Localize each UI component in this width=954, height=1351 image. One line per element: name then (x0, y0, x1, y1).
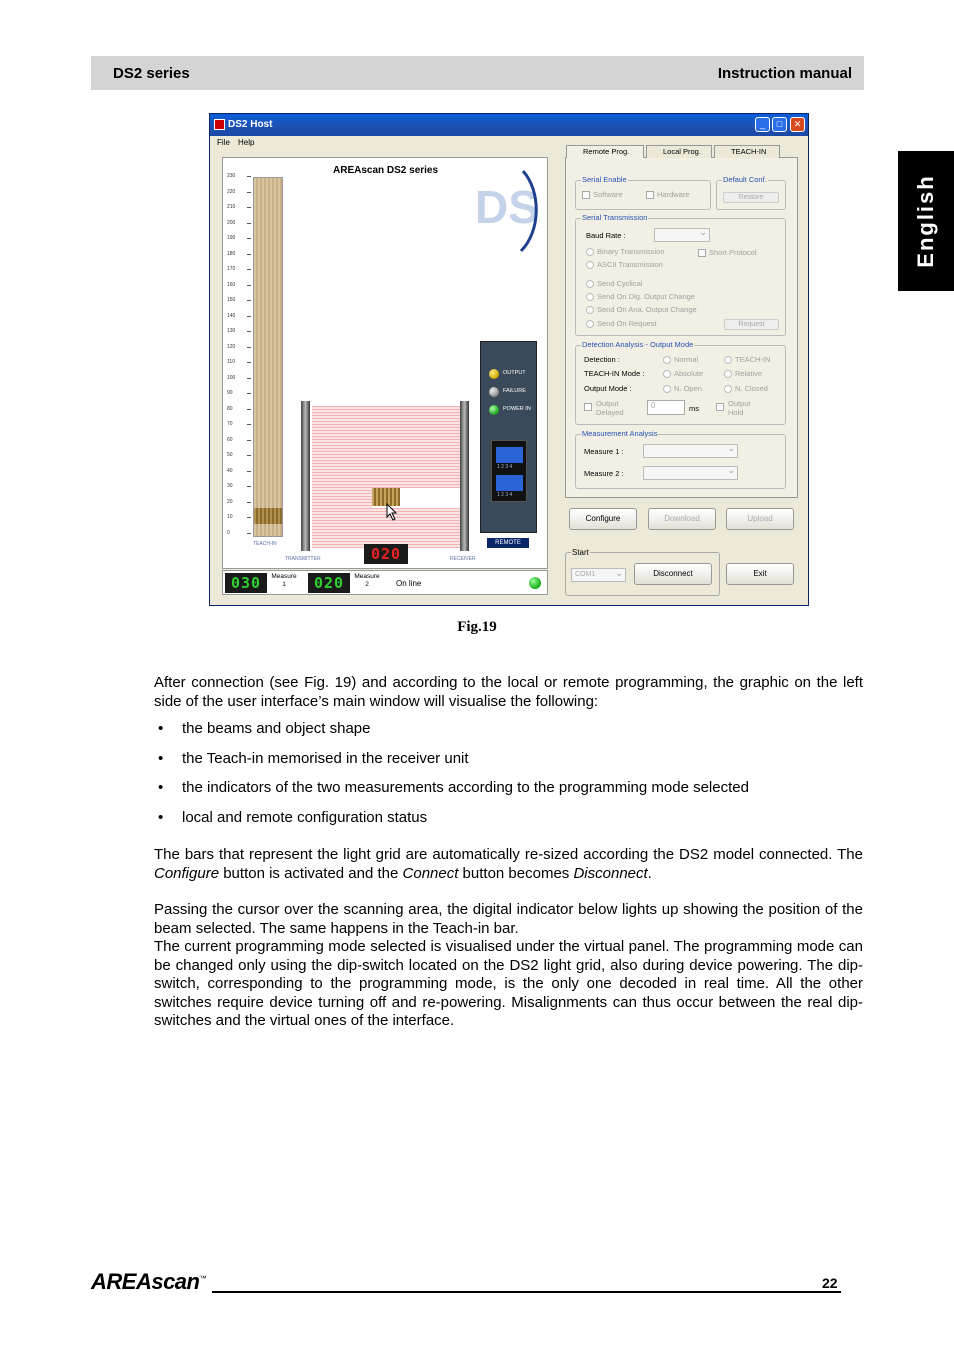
scale-label: 50 (227, 452, 233, 458)
scale-label: 200 (227, 219, 236, 226)
list-item: • the indicators of the two measurements according to the programming mode selected (154, 779, 863, 798)
exit-button[interactable]: Exit (726, 563, 794, 585)
header-manual: Instruction manual (717, 65, 852, 82)
header-series: DS2 series (113, 65, 190, 82)
window-title: DS2 Host (228, 119, 273, 130)
scale-label: 150 (227, 297, 236, 303)
list-item: • the Teach-in memorised in the receiver unit (154, 750, 863, 769)
receiver-panel (480, 341, 537, 533)
ascii-radio[interactable] (586, 261, 594, 269)
failure-led-icon (489, 387, 499, 397)
send-ana-label: Send On Ana. Output Change (597, 305, 697, 314)
panel-title: AREAscan DS2 series (333, 165, 439, 176)
scale-tick (247, 455, 251, 456)
beams-area[interactable] (312, 406, 460, 548)
mouse-cursor-icon (386, 503, 398, 521)
settings-tab-panel (565, 147, 798, 498)
send-request-radio[interactable] (586, 320, 594, 328)
measure-1-select[interactable] (643, 444, 738, 458)
output-led-label: OUTPUT (503, 370, 526, 376)
remote-mode-label: REMOTE (487, 538, 529, 548)
dip-switch-row-2[interactable] (496, 475, 523, 491)
scale-label: 220 (227, 188, 236, 195)
ds-logo (473, 161, 543, 256)
ascii-label: ASCII Transmission (597, 260, 663, 269)
receiver-bar (460, 401, 469, 551)
scale-label: 210 (227, 204, 236, 210)
scale-label: 130 (227, 328, 236, 334)
scale-label: 100 (227, 374, 236, 381)
failure-led-label: FAILURE (503, 388, 526, 394)
send-dig-label: Send On Dig. Output Change (597, 292, 695, 301)
teach-in-radio-label: TEACH-IN (735, 355, 771, 364)
relative-label: Relative (735, 369, 763, 378)
scale-tick (247, 533, 251, 534)
measure-1-field-label: Measure 1 : (584, 447, 624, 456)
baud-rate-select[interactable] (654, 228, 710, 242)
dip-switch-panel[interactable] (491, 440, 527, 502)
detection-analysis-group (575, 340, 786, 425)
binary-radio[interactable] (586, 248, 594, 256)
measurement-analysis-title: Measurement Analysis (582, 429, 658, 438)
send-request-label: Send On Request (597, 319, 657, 328)
measure-2-field-label: Measure 2 : (584, 469, 624, 478)
scale-tick (247, 517, 251, 518)
scale-label: 190 (227, 235, 236, 241)
dip-switch-row-1[interactable] (496, 447, 523, 463)
page-header (91, 56, 864, 90)
n-open-label: N. Open (674, 384, 702, 393)
teach-mode-label: TEACH-IN Mode : (584, 369, 645, 378)
binary-label: Binary Transmission (597, 247, 665, 256)
bullet-list (154, 720, 863, 838)
scale-tick (247, 207, 251, 208)
measure-2-select[interactable] (643, 466, 738, 480)
light-grid-view[interactable] (222, 157, 548, 569)
request-button[interactable]: Request (724, 319, 779, 330)
menu-file[interactable]: File (217, 138, 230, 147)
connection-status: On line (396, 579, 422, 588)
scale-tick (247, 192, 251, 193)
scale-label: 120 (227, 343, 236, 350)
scale-tick (247, 486, 251, 487)
paragraph-1: After connection (see Fig. 19) and according to the local or remote programming, the graphic on the left side of the user interface’s main window will visualise the following: (154, 674, 863, 710)
scale-tick (247, 393, 251, 394)
dip-labels-1: 1 2 3 4 (497, 464, 513, 470)
serial-enable-title: Serial Enable (582, 175, 627, 184)
page-number: 22 (822, 1275, 838, 1291)
scale-tick (247, 316, 251, 317)
scale-label: 20 (227, 498, 233, 505)
paragraph-4: The current programming mode selected is visualised under the virtual panel. The programming mode can be changed only using the dip-switch located on the DS2 light grid, also during device powering. The dip-switch, corresponding to the programming mode, is the only one decoded in real time. All the other switches require device turning off and re-powering. Misalignments can thus occur between the real dip-switches and the virtual ones of the interface. (154, 938, 863, 1029)
areascan-logo: AREAscan™ (91, 1269, 206, 1294)
power-led-label: POWER IN (503, 406, 531, 412)
teach-in-bar[interactable] (253, 177, 283, 537)
normal-label: Normal (674, 355, 699, 364)
scale-tick (247, 378, 251, 379)
receiver-label: RECEIVER (450, 556, 476, 562)
title-bar (210, 114, 808, 136)
scale-label: 110 (227, 359, 235, 365)
scale-tick (247, 424, 251, 425)
paragraph-3: Passing the cursor over the scanning area, the digital indicator below lights up showing the position of the beam selected. The same happens in the Teach-in bar. (154, 901, 863, 937)
language-label: English (913, 174, 938, 268)
svg-text:DS: DS (475, 181, 539, 233)
transmitter-label: TRANSMITTER (285, 556, 321, 562)
scale-label: 80 (227, 405, 233, 412)
scale-tick (247, 238, 251, 239)
scale-label: 10 (227, 514, 233, 520)
output-mode-label: Output Mode : (584, 384, 632, 393)
hardware-label: Hardware (657, 190, 690, 199)
upload-button[interactable]: Upload (726, 508, 794, 530)
n-closed-radio[interactable] (724, 385, 732, 393)
teach-in-radio[interactable] (724, 356, 732, 364)
start-title: Start (572, 548, 589, 557)
list-item: • the beams and object shape (154, 720, 863, 739)
absolute-label: Absolute (674, 369, 704, 378)
hardware-checkbox[interactable] (646, 191, 654, 199)
scale-tick (247, 176, 251, 177)
detection-label: Detection : (584, 355, 620, 364)
scale-label: 40 (227, 467, 233, 474)
scale-tick (247, 440, 251, 441)
scale-label: 60 (227, 436, 233, 443)
scale-label: 30 (227, 483, 233, 489)
software-label: Software (593, 190, 623, 199)
scale-tick (247, 409, 251, 410)
transmitter-bar (301, 401, 310, 551)
configure-button[interactable]: Configure (569, 508, 637, 530)
scale-tick (247, 300, 251, 301)
scale-tick (247, 223, 251, 224)
measure-2-display: 020 (308, 573, 350, 593)
online-led-icon (529, 577, 541, 589)
measure-2-label: Measure 2 (354, 573, 380, 588)
short-protocol-label: Short Protocol (709, 248, 757, 257)
scale-label: 90 (227, 390, 233, 396)
serial-transmission-group (575, 213, 786, 336)
measure-1-display: 030 (225, 573, 267, 593)
output-delayed-checkbox[interactable] (584, 403, 592, 411)
scale-tick (247, 285, 251, 286)
measure-1-label: Measure 1 (271, 573, 297, 588)
paragraph-2: The bars that represent the light grid are automatically re-sized according the DS2 model connected. The Configure button is activated and the Connect button becomes Disconnect. (154, 846, 863, 882)
scale-label: 70 (227, 421, 233, 427)
download-button[interactable]: Download (648, 508, 716, 530)
output-delayed-label: Output Delayed (596, 399, 624, 417)
software-checkbox[interactable] (582, 191, 590, 199)
detection-analysis-title: Detection Analysis - Output Mode (582, 340, 694, 349)
footer-divider (212, 1291, 841, 1293)
short-protocol-checkbox[interactable] (698, 249, 706, 257)
list-item: • local and remote configuration status (154, 809, 863, 828)
output-hold-checkbox[interactable] (716, 403, 724, 411)
scale-tick (247, 254, 251, 255)
send-dig-radio[interactable] (586, 293, 594, 301)
n-open-radio[interactable] (663, 385, 671, 393)
scale-label: 180 (227, 250, 236, 257)
tab-teach-in[interactable]: TEACH-IN (714, 145, 780, 158)
scale-tick (247, 471, 251, 472)
figure-caption: Fig.19 (457, 619, 497, 635)
scale-label: 140 (227, 312, 236, 319)
scale-label: 230 (227, 173, 236, 179)
dip-labels-2: 1 2 3 4 (497, 492, 513, 498)
teach-in-label: TEACH-IN (253, 541, 277, 547)
close-button[interactable]: ✕ (790, 117, 805, 132)
language-tab (898, 151, 954, 291)
scale-label: 170 (227, 266, 236, 272)
scale-label: 0 (227, 529, 230, 536)
teach-in-object (254, 508, 282, 524)
com-port-select[interactable]: COM1 ⌄ (571, 568, 626, 582)
restore-button[interactable]: Restore (723, 192, 779, 203)
ds2-host-window (209, 113, 809, 606)
serial-transmission-title: Serial Transmission (582, 213, 648, 222)
disconnect-button[interactable]: Disconnect (634, 563, 712, 585)
status-bar (222, 570, 548, 595)
tab-local-prog[interactable]: Local Prog. (646, 145, 712, 158)
serial-enable-group (575, 175, 711, 210)
scale-tick (247, 331, 251, 332)
send-cyclical-label: Send Cyclical (597, 279, 643, 288)
app-icon (214, 119, 225, 130)
measurement-analysis-group (575, 429, 786, 489)
scale-tick (247, 362, 251, 363)
maximize-button[interactable]: □ (772, 117, 787, 132)
output-hold-label: Output Hold (728, 399, 751, 417)
ms-label: ms (689, 404, 699, 413)
scale-tick (247, 347, 251, 348)
beam-position-display: 020 (364, 544, 408, 564)
default-conf-title: Default Conf. (723, 175, 767, 184)
relative-radio[interactable] (724, 370, 732, 378)
n-closed-label: N. Closed (735, 384, 768, 393)
normal-radio[interactable] (663, 356, 671, 364)
scale-label: 160 (227, 281, 236, 288)
default-conf-group (716, 175, 786, 210)
tab-remote-prog[interactable]: Remote Prog. (566, 145, 644, 158)
output-led-icon (489, 369, 499, 379)
send-ana-radio[interactable] (586, 306, 594, 314)
scale-tick (247, 502, 251, 503)
absolute-radio[interactable] (663, 370, 671, 378)
delay-input[interactable]: 0 (647, 400, 685, 415)
scale-tick (247, 269, 251, 270)
send-cyclical-radio[interactable] (586, 280, 594, 288)
minimize-button[interactable]: _ (755, 117, 770, 132)
baud-rate-label: Baud Rate : (586, 231, 626, 240)
power-led-icon (489, 405, 499, 415)
menu-help[interactable]: Help (238, 138, 255, 147)
